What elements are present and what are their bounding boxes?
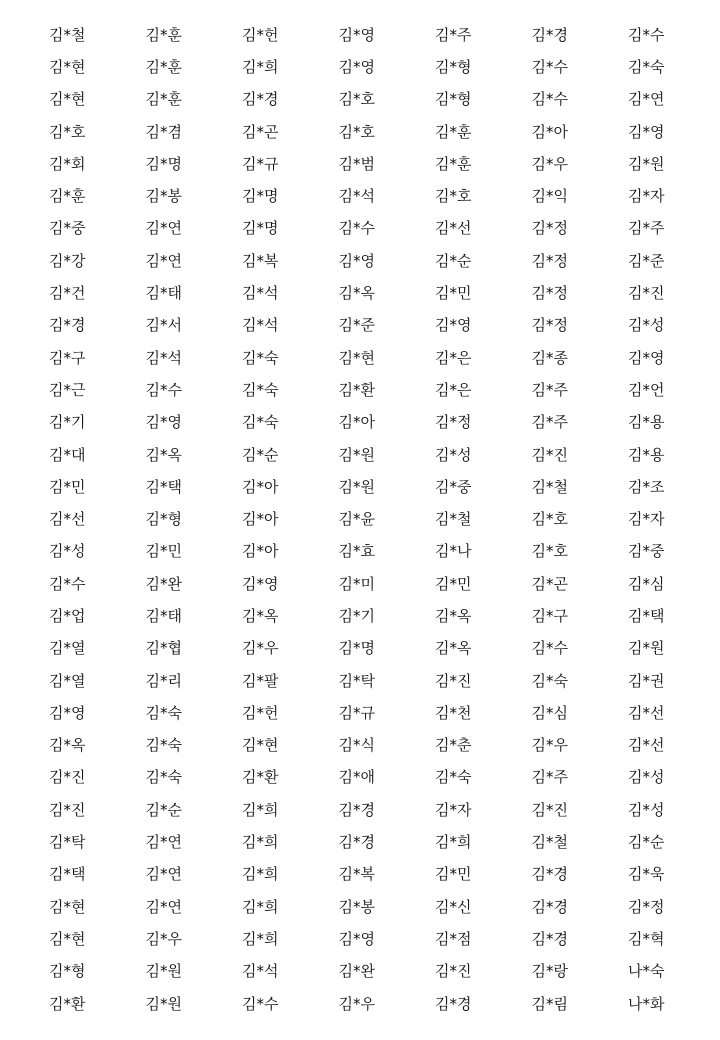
roster-name: 김*경: [338, 833, 375, 852]
roster-name: 김*민: [435, 574, 472, 593]
roster-name: 김*윤: [338, 510, 375, 529]
roster-name: 김*천: [435, 703, 472, 722]
roster-name: 김*봉: [145, 187, 182, 206]
roster-name: 김*연: [145, 251, 182, 270]
roster-name: 김*택: [49, 865, 86, 884]
roster-row: [0, 213, 720, 245]
roster-name: 김*석: [242, 316, 279, 335]
roster-name: 김*훈: [145, 25, 182, 44]
roster-name: 김*태: [145, 284, 182, 303]
roster-name: 김*점: [435, 929, 472, 948]
roster-name: 김*선: [49, 510, 86, 529]
roster-name: 김*업: [49, 606, 86, 625]
roster-name: 김*원: [628, 154, 665, 173]
roster-name: 김*우: [531, 736, 568, 755]
roster-name: 김*주: [531, 768, 568, 787]
roster-name: 김*정: [531, 316, 568, 335]
roster-name: 김*숙: [145, 768, 182, 787]
roster-name: 김*주: [628, 219, 665, 238]
roster-name: 김*훈: [145, 57, 182, 76]
roster-name: 김*호: [531, 510, 568, 529]
roster-name: 김*현: [49, 929, 86, 948]
roster-row: [0, 407, 720, 439]
roster-name: 김*익: [531, 187, 568, 206]
roster-name: 김*영: [628, 122, 665, 141]
roster-name: 김*수: [49, 574, 86, 593]
roster-name: 김*옥: [338, 284, 375, 303]
roster-name: 김*겸: [145, 122, 182, 141]
roster-name: 김*석: [145, 348, 182, 367]
roster-row: [0, 988, 720, 1020]
roster-row: [0, 956, 720, 988]
roster-name: 김*아: [242, 477, 279, 496]
roster-name: 김*숙: [242, 380, 279, 399]
roster-name: 김*원: [338, 477, 375, 496]
roster-name: 김*진: [628, 284, 665, 303]
roster-name: 김*숙: [531, 671, 568, 690]
roster-row: [0, 859, 720, 891]
roster-name: 김*명: [242, 219, 279, 238]
roster-name: 김*아: [531, 122, 568, 141]
roster-name: 김*진: [531, 445, 568, 464]
roster-name: 김*희: [242, 57, 279, 76]
roster-name: 김*리: [145, 671, 182, 690]
roster-name: 김*미: [338, 574, 375, 593]
roster-name: 김*완: [338, 962, 375, 981]
roster-name: 김*성: [49, 542, 86, 561]
roster-name: 김*희: [242, 897, 279, 916]
roster-name: 김*은: [435, 348, 472, 367]
roster-name: 김*희: [242, 929, 279, 948]
roster-name: 김*준: [628, 251, 665, 270]
roster-name: 김*영: [338, 57, 375, 76]
roster-name: 김*석: [242, 284, 279, 303]
roster-name: 김*곤: [242, 122, 279, 141]
roster-name: 김*영: [338, 251, 375, 270]
roster-name: 김*정: [531, 219, 568, 238]
roster-name: 김*조: [628, 477, 665, 496]
roster-name: 김*수: [242, 994, 279, 1013]
roster-row: [0, 923, 720, 955]
roster-row: [0, 536, 720, 568]
roster-name: 김*환: [338, 380, 375, 399]
roster-name: 김*정: [435, 413, 472, 432]
roster-name: 김*경: [49, 316, 86, 335]
roster-name: 김*철: [435, 510, 472, 529]
roster-name: 김*회: [49, 154, 86, 173]
roster-name: 김*성: [628, 768, 665, 787]
roster-row: [0, 148, 720, 180]
roster-name: 김*원: [145, 962, 182, 981]
roster-name: 김*정: [531, 284, 568, 303]
roster-name: 김*심: [628, 574, 665, 593]
roster-name: 김*수: [145, 380, 182, 399]
roster-name: 김*택: [628, 606, 665, 625]
roster-name: 김*수: [531, 90, 568, 109]
roster-row: [0, 180, 720, 212]
roster-name: 김*정: [531, 251, 568, 270]
roster-name: 김*아: [242, 510, 279, 529]
roster-name: 김*명: [338, 639, 375, 658]
roster-name: 김*효: [338, 542, 375, 561]
roster-name: 김*호: [338, 122, 375, 141]
roster-name: 김*훈: [49, 187, 86, 206]
roster-name: 김*탁: [49, 833, 86, 852]
roster-name: 김*민: [49, 477, 86, 496]
roster-name: 김*현: [338, 348, 375, 367]
roster-name: 김*나: [435, 542, 472, 561]
roster-name: 김*숙: [145, 703, 182, 722]
roster-name: 김*진: [49, 800, 86, 819]
roster-row: [0, 633, 720, 665]
roster-name: 김*연: [145, 219, 182, 238]
roster-name: 김*수: [338, 219, 375, 238]
roster-name: 김*숙: [145, 736, 182, 755]
roster-name: 김*숙: [242, 348, 279, 367]
roster-name: 김*옥: [145, 445, 182, 464]
roster-name: 김*호: [531, 542, 568, 561]
roster-name: 김*형: [435, 90, 472, 109]
roster-name: 김*봉: [338, 897, 375, 916]
roster-name: 김*헌: [242, 703, 279, 722]
roster-name: 김*태: [145, 606, 182, 625]
roster-name: 김*현: [242, 736, 279, 755]
roster-name: 김*민: [435, 284, 472, 303]
roster-name: 김*진: [49, 768, 86, 787]
roster-row: [0, 116, 720, 148]
roster-row: [0, 891, 720, 923]
roster-row: [0, 665, 720, 697]
roster-name: 김*탁: [338, 671, 375, 690]
roster-name: 김*호: [338, 90, 375, 109]
roster-name: 김*원: [145, 994, 182, 1013]
roster-name: 김*근: [49, 380, 86, 399]
roster-name: 김*연: [145, 865, 182, 884]
roster-name: 김*우: [242, 639, 279, 658]
roster-name: 김*성: [628, 316, 665, 335]
roster-name: 김*수: [531, 57, 568, 76]
roster-name: 김*은: [435, 380, 472, 399]
roster-name: 김*형: [435, 57, 472, 76]
roster-name: 김*열: [49, 639, 86, 658]
roster-name: 김*영: [628, 348, 665, 367]
roster-name: 김*대: [49, 445, 86, 464]
roster-name: 김*기: [49, 413, 86, 432]
roster-name: 김*우: [531, 154, 568, 173]
roster-name: 김*호: [49, 122, 86, 141]
roster-name: 김*아: [338, 413, 375, 432]
roster-name: 김*중: [628, 542, 665, 561]
roster-name: 김*헌: [242, 25, 279, 44]
roster-name: 김*성: [628, 800, 665, 819]
roster-name: 김*순: [435, 251, 472, 270]
roster-name: 김*아: [242, 542, 279, 561]
roster-name: 김*옥: [242, 606, 279, 625]
roster-name: 김*연: [145, 833, 182, 852]
roster-name: 김*환: [242, 768, 279, 787]
roster-name: 김*욱: [628, 865, 665, 884]
roster-name: 김*연: [145, 897, 182, 916]
roster-row: [0, 277, 720, 309]
roster-name: 김*용: [628, 413, 665, 432]
roster-name: 김*성: [435, 445, 472, 464]
roster-row: [0, 730, 720, 762]
roster-name: 김*범: [338, 154, 375, 173]
roster-name: 김*자: [435, 800, 472, 819]
roster-name: 김*순: [628, 833, 665, 852]
roster-name: 김*정: [628, 897, 665, 916]
roster-name: 김*호: [435, 187, 472, 206]
roster-name: 김*숙: [435, 768, 472, 787]
roster-name: 김*수: [628, 25, 665, 44]
roster-name: 김*경: [435, 994, 472, 1013]
roster-row: [0, 374, 720, 406]
roster-row: [0, 503, 720, 535]
roster-name: 김*우: [145, 929, 182, 948]
roster-name: 김*완: [145, 574, 182, 593]
roster-row: [0, 342, 720, 374]
roster-name: 김*경: [531, 25, 568, 44]
roster-name: 김*현: [49, 57, 86, 76]
roster-name: 김*순: [242, 445, 279, 464]
roster-name: 김*랑: [531, 962, 568, 981]
roster-row: [0, 471, 720, 503]
roster-name: 김*선: [435, 219, 472, 238]
roster-row: [0, 439, 720, 471]
roster-name: 김*영: [145, 413, 182, 432]
roster-name: 김*주: [531, 380, 568, 399]
roster-name: 김*영: [338, 929, 375, 948]
roster-name: 김*언: [628, 380, 665, 399]
roster-name: 김*신: [435, 897, 472, 916]
roster-name: 김*숙: [628, 57, 665, 76]
roster-name: 김*원: [338, 445, 375, 464]
roster-name: 김*선: [628, 703, 665, 722]
roster-name: 김*옥: [435, 639, 472, 658]
roster-name: 김*춘: [435, 736, 472, 755]
roster-row: [0, 568, 720, 600]
roster-name: 김*철: [531, 833, 568, 852]
roster-name: 김*종: [531, 348, 568, 367]
roster-row: [0, 245, 720, 277]
roster-name: 김*주: [531, 413, 568, 432]
roster-row: [0, 794, 720, 826]
roster-row: [0, 600, 720, 632]
roster-name: 김*혁: [628, 929, 665, 948]
roster-name: 김*환: [49, 994, 86, 1013]
roster-name: 나*숙: [628, 962, 665, 981]
roster-name: 김*팔: [242, 671, 279, 690]
roster-name: 김*서: [145, 316, 182, 335]
roster-name: 김*경: [531, 897, 568, 916]
roster-name: 김*건: [49, 284, 86, 303]
roster-name: 김*훈: [145, 90, 182, 109]
roster-name: 김*영: [49, 703, 86, 722]
roster-name: 김*수: [531, 639, 568, 658]
roster-name: 김*복: [338, 865, 375, 884]
roster-row: [0, 826, 720, 858]
roster-name: 김*구: [531, 606, 568, 625]
roster-name: 김*열: [49, 671, 86, 690]
roster-name: 김*훈: [435, 154, 472, 173]
roster-name: 김*준: [338, 316, 375, 335]
roster-name: 김*원: [628, 639, 665, 658]
roster-name: 김*희: [242, 865, 279, 884]
roster-name: 김*현: [49, 897, 86, 916]
roster-name: 김*자: [628, 187, 665, 206]
roster-name: 김*옥: [49, 736, 86, 755]
roster-name: 김*형: [49, 962, 86, 981]
roster-name: 김*식: [338, 736, 375, 755]
roster-name: 김*경: [531, 929, 568, 948]
roster-name: 김*옥: [435, 606, 472, 625]
roster-name: 김*진: [435, 962, 472, 981]
roster-name: 김*경: [242, 90, 279, 109]
roster-name: 김*복: [242, 251, 279, 270]
roster-name: 김*권: [628, 671, 665, 690]
roster-name: 김*선: [628, 736, 665, 755]
roster-name: 김*협: [145, 639, 182, 658]
roster-name: 김*경: [531, 865, 568, 884]
roster-name: 김*진: [531, 800, 568, 819]
roster-name: 김*영: [435, 316, 472, 335]
roster-name: 김*곤: [531, 574, 568, 593]
roster-row: [0, 19, 720, 51]
roster-name: 김*림: [531, 994, 568, 1013]
roster-name: 김*희: [435, 833, 472, 852]
roster-row: [0, 762, 720, 794]
roster-name: 김*명: [145, 154, 182, 173]
roster-name: 김*민: [145, 542, 182, 561]
roster-name: 김*숙: [242, 413, 279, 432]
roster-name: 김*순: [145, 800, 182, 819]
roster-row: [0, 310, 720, 342]
roster-name: 김*석: [338, 187, 375, 206]
roster-name: 김*주: [435, 25, 472, 44]
roster-name: 나*화: [628, 994, 665, 1013]
roster-name: 김*명: [242, 187, 279, 206]
roster-name: 김*영: [338, 25, 375, 44]
roster-name: 김*중: [49, 219, 86, 238]
roster-name: 김*철: [49, 25, 86, 44]
roster-row: [0, 51, 720, 83]
roster-name: 김*기: [338, 606, 375, 625]
roster-name: 김*규: [242, 154, 279, 173]
roster-name: 김*영: [242, 574, 279, 593]
roster-name: 김*자: [628, 510, 665, 529]
roster-row: [0, 697, 720, 729]
roster-name: 김*중: [435, 477, 472, 496]
roster-name: 김*희: [242, 833, 279, 852]
roster-name: 김*애: [338, 768, 375, 787]
roster-name: 김*강: [49, 251, 86, 270]
roster-name: 김*민: [435, 865, 472, 884]
roster-name: 김*심: [531, 703, 568, 722]
roster-name: 김*석: [242, 962, 279, 981]
roster-name: 김*규: [338, 703, 375, 722]
roster-name: 김*철: [531, 477, 568, 496]
roster-name: 김*연: [628, 90, 665, 109]
roster-name: 김*훈: [435, 122, 472, 141]
roster-name: 김*구: [49, 348, 86, 367]
roster-name: 김*경: [338, 800, 375, 819]
roster-name: 김*형: [145, 510, 182, 529]
roster-name: 김*현: [49, 90, 86, 109]
roster-name: 김*택: [145, 477, 182, 496]
roster-name: 김*진: [435, 671, 472, 690]
roster-name: 김*우: [338, 994, 375, 1013]
roster-name: 김*희: [242, 800, 279, 819]
name-roster: [0, 19, 720, 1020]
roster-row: [0, 84, 720, 116]
roster-name: 김*용: [628, 445, 665, 464]
